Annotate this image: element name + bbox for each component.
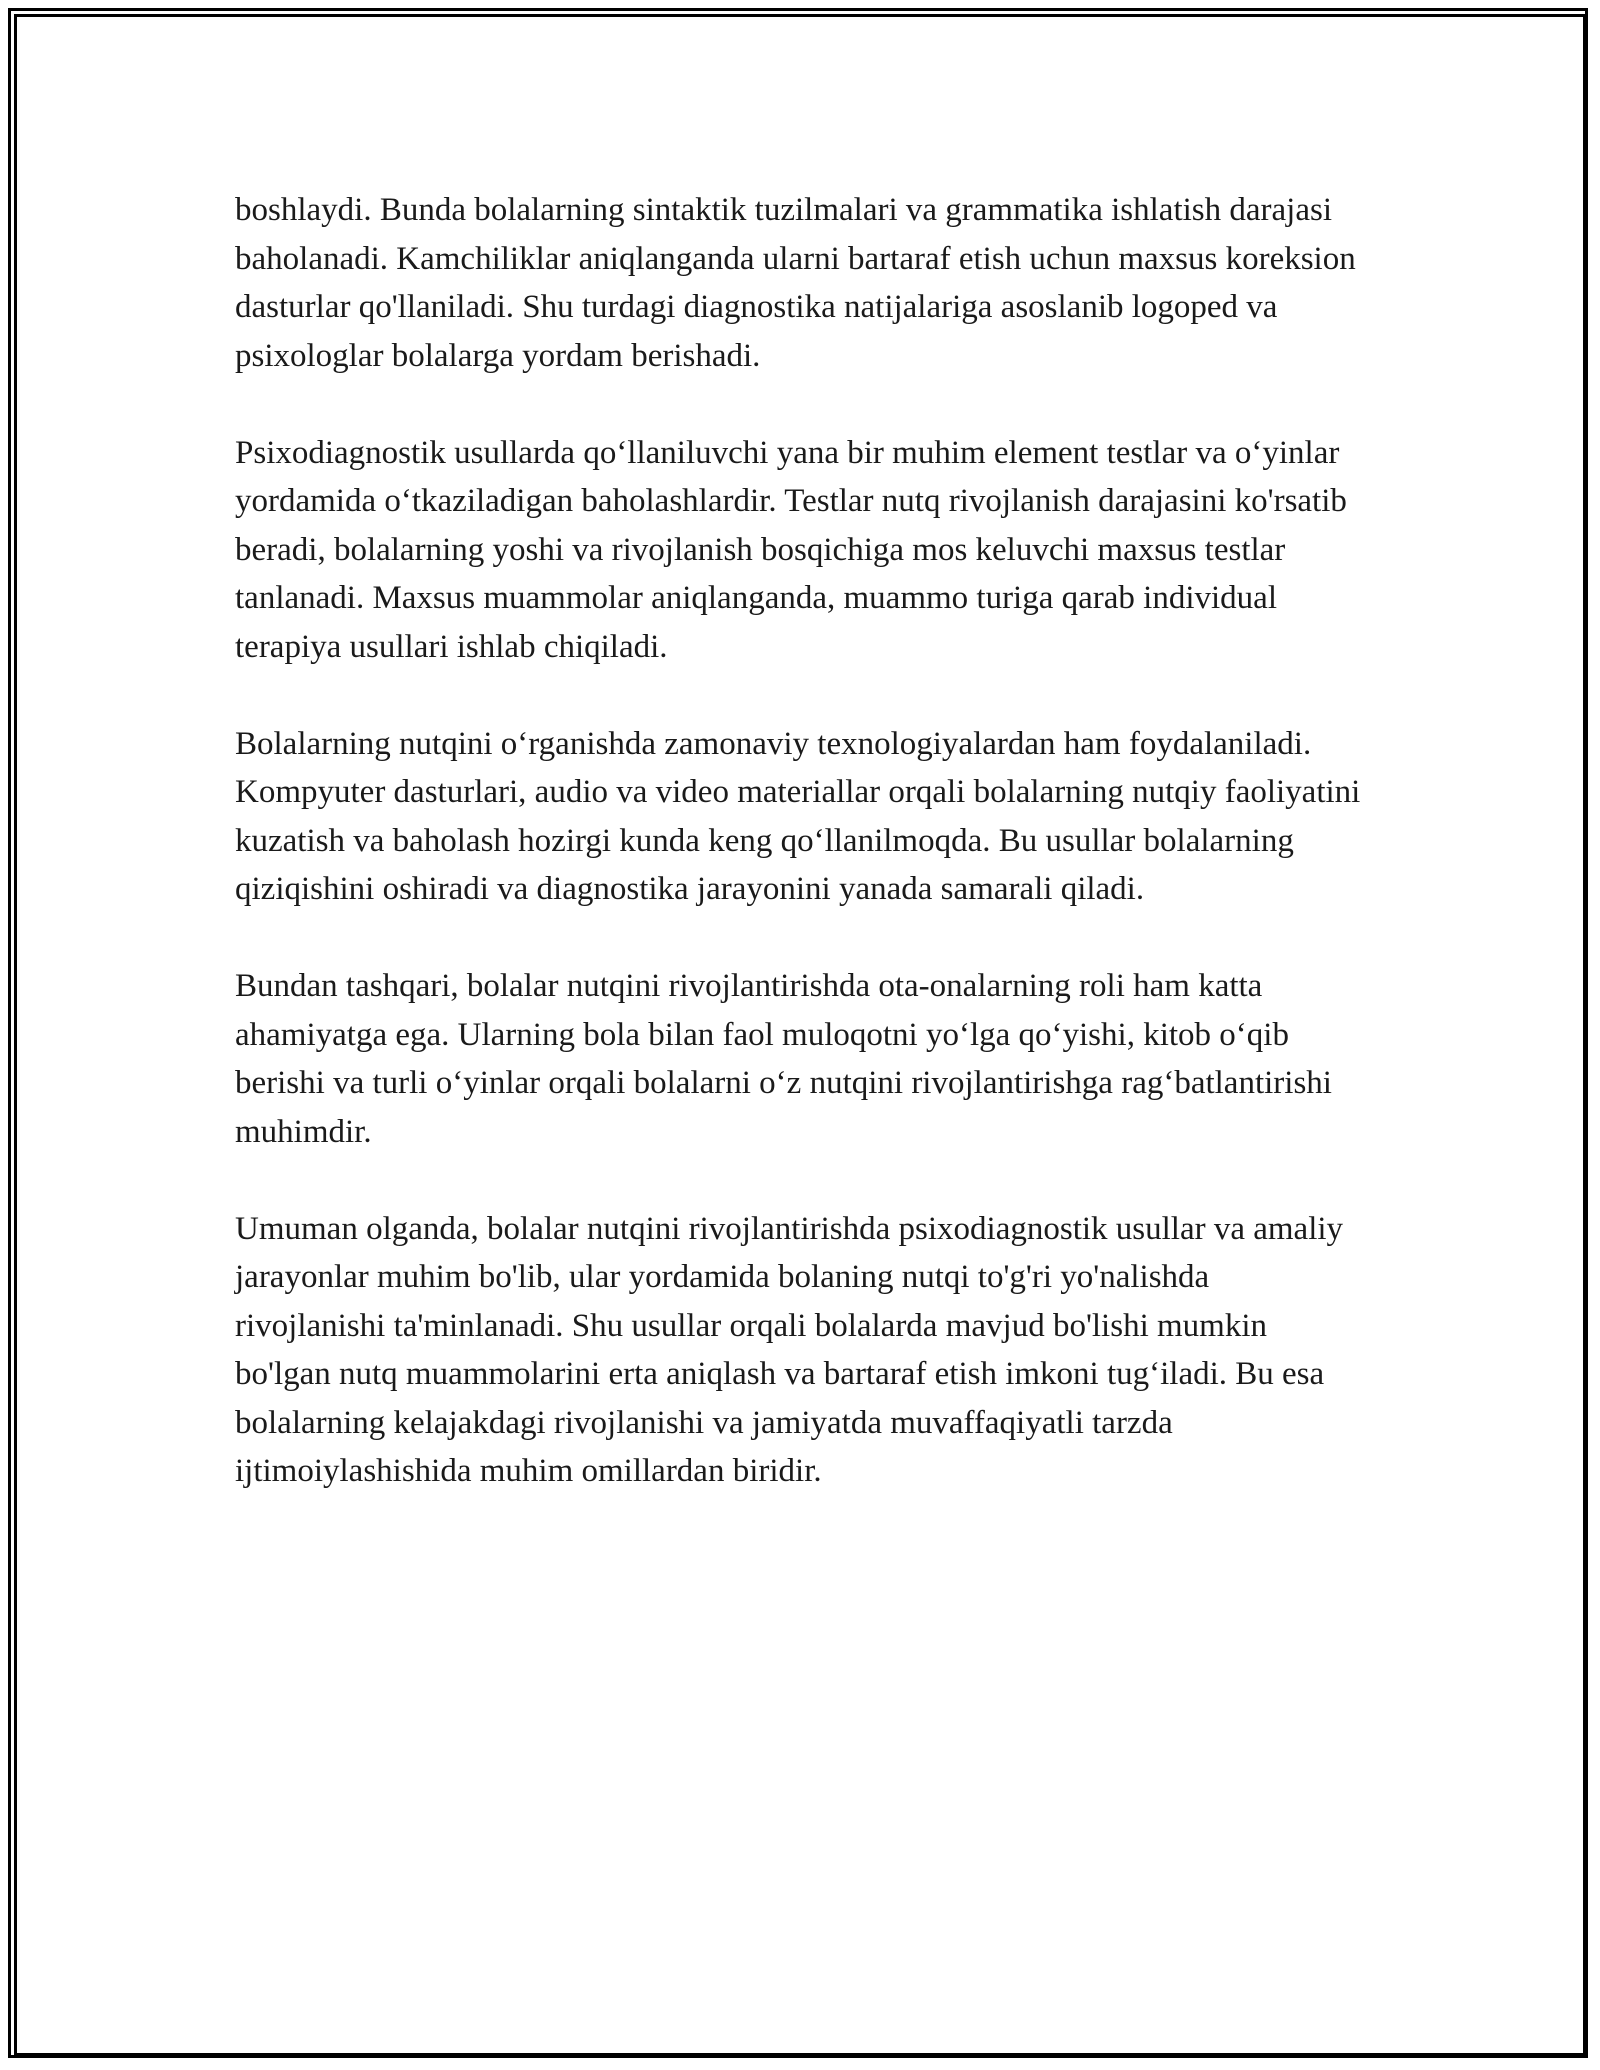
paragraph: boshlaydi. Bunda bolalarning sintaktik tuzilmalari va grammatika ishlatish darajasi baholanadi. Kamchiliklar aniqlanganda ularni bartaraf etish uchun maxsus koreksion dasturlar qo'llaniladi. Shu turdagi diagnostika natijalariga asoslanib logoped va psixologlar bolalarga yordam berishadi. <box>235 192 1356 374</box>
paragraph: Psixodiagnostik usullarda qo‘llaniluvchi yana bir muhim element testlar va o‘yinlar yordamida o‘tkaziladigan baholashlardir. Testlar nutq rivojlanish darajasini ko'rsatib beradi, bolalarning yoshi va rivojlanish bosqichiga mos keluvchi maxsus testlar tanlanadi. Maxsus muammolar aniqlanganda, muammo turiga qarab individual terapiya usullari ishlab chiqiladi. <box>235 434 1347 665</box>
paragraph: Umuman olganda, bolalar nutqini rivojlantirishda psixodiagnostik usullar va amaliy jarayonlar muhim bo'lib, ular yordamida bolaning nutqi to'g'ri yo'nalishda rivojlanishi ta'minlanadi. Shu usullar orqali bolalarda mavjud bo'lishi mumkin bo'lgan nutq muammolarini erta aniqlash va bartaraf etish imkoni tug‘iladi. Bu esa bolalarning kelajakdagi rivojlanishi va jamiyatda muvaffaqiyatli tarzda ijtimoiylashishida muhim omillardan biridir. <box>235 1210 1344 1489</box>
document-body <box>235 186 1365 1544</box>
paragraph: Bolalarning nutqini o‘rganishda zamonaviy texnologiyalardan ham foydalaniladi. Kompyuter dasturlari, audio va video materiallar orqali bolalarning nutqiy faoliyatini kuzatish va baholash hozirgi kunda keng qo‘llanilmoqda. Bu usullar bolalarning qiziqishini oshiradi va diagnostika jarayonini yanada samarali qiladi. <box>235 725 1361 907</box>
paragraph: Bundan tashqari, bolalar nutqini rivojlantirishda ota-onalarning roli ham katta ahamiyatga ega. Ularning bola bilan faol muloqotni yo‘lga qo‘yishi, kitob o‘qib berishi va turli o‘yinlar orqali bolalarni o‘z nutqini rivojlantirishga rag‘batlantirishi muhimdir. <box>235 968 1332 1150</box>
